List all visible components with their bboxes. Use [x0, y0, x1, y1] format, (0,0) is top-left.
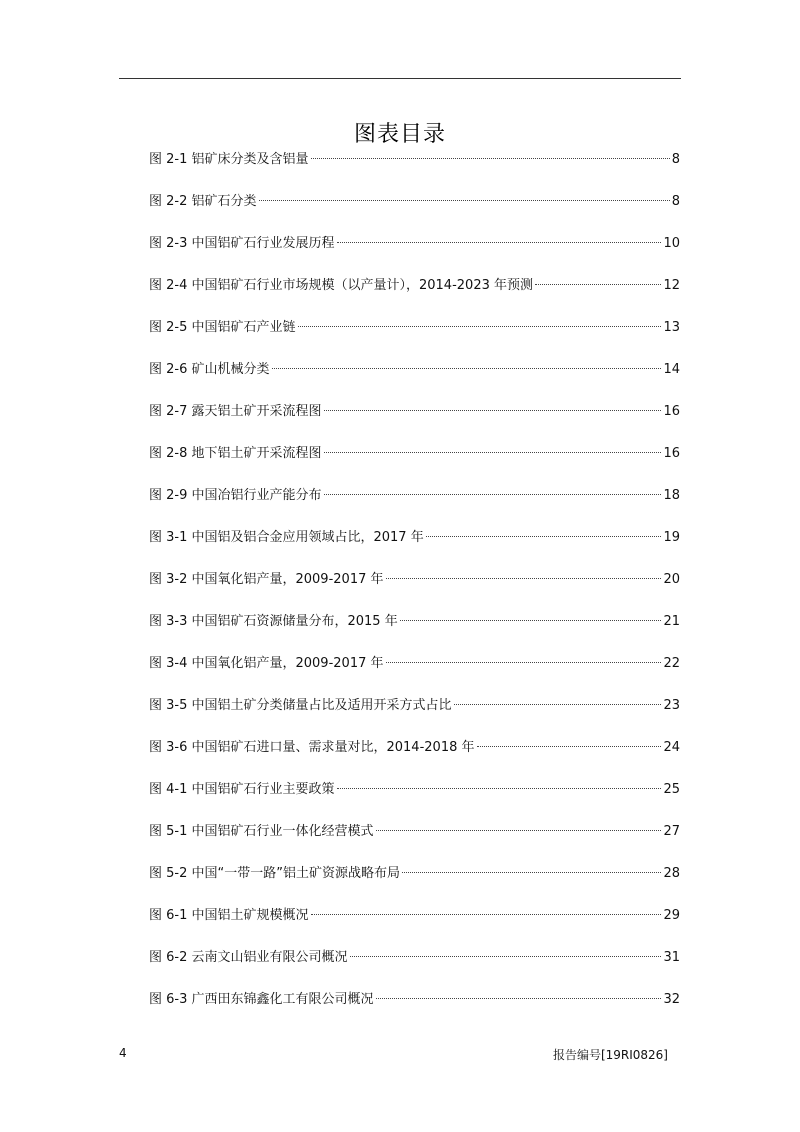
toc-entry-page-number[interactable]: 12 — [663, 278, 680, 293]
toc-dot-leader — [311, 158, 670, 159]
toc-entry-page-number[interactable]: 20 — [663, 572, 680, 587]
toc-entry-label[interactable]: 图 2-3 中国铝矿石行业发展历程 — [149, 236, 335, 251]
toc-entry-label[interactable]: 图 2-1 铝矿床分类及含铝量 — [149, 152, 309, 167]
toc-dot-leader — [324, 410, 662, 411]
toc-entry-page-number[interactable]: 14 — [663, 362, 680, 377]
toc-entry[interactable] — [149, 821, 680, 863]
toc-entry-page-number[interactable]: 18 — [663, 488, 680, 503]
toc-dot-leader — [272, 368, 662, 369]
toc-entry-page-number[interactable]: 29 — [663, 908, 680, 923]
figure-toc-list — [149, 149, 680, 1031]
toc-entry-label[interactable]: 图 3-4 中国氧化铝产量，2009-2017 年 — [149, 656, 384, 671]
toc-dot-leader — [350, 956, 662, 957]
toc-entry-label[interactable]: 图 3-1 中国铝及铝合金应用领域占比，2017 年 — [149, 530, 424, 545]
toc-entry[interactable] — [149, 779, 680, 821]
toc-dot-leader — [386, 578, 662, 579]
toc-entry-page-number[interactable]: 32 — [663, 992, 680, 1007]
toc-entry[interactable] — [149, 443, 680, 485]
toc-entry-label[interactable]: 图 6-3 广西田东锦鑫化工有限公司概况 — [149, 992, 374, 1007]
toc-entry-page-number[interactable]: 8 — [671, 194, 680, 209]
toc-dot-leader — [386, 662, 662, 663]
toc-dot-leader — [311, 914, 662, 915]
toc-entry-label[interactable]: 图 2-9 中国冶铝行业产能分布 — [149, 488, 322, 503]
toc-entry-label[interactable]: 图 2-5 中国铝矿石产业链 — [149, 320, 296, 335]
toc-entry-label[interactable]: 图 2-8 地下铝土矿开采流程图 — [149, 446, 322, 461]
toc-entry-page-number[interactable]: 16 — [663, 404, 680, 419]
toc-dot-leader — [535, 284, 661, 285]
toc-entry-page-number[interactable]: 24 — [663, 740, 680, 755]
toc-entry-label[interactable]: 图 2-4 中国铝矿石行业市场规模（以产量计），2014-2023 年预测 — [149, 278, 533, 293]
toc-entry[interactable] — [149, 317, 680, 359]
toc-entry-page-number[interactable]: 19 — [663, 530, 680, 545]
toc-entry[interactable] — [149, 569, 680, 611]
toc-dot-leader — [402, 872, 661, 873]
toc-entry[interactable] — [149, 149, 680, 191]
toc-entry-page-number[interactable]: 27 — [663, 824, 680, 839]
toc-dot-leader — [454, 704, 662, 705]
toc-entry-page-number[interactable]: 13 — [663, 320, 680, 335]
toc-entry-page-number[interactable]: 10 — [663, 236, 680, 251]
toc-entry-label[interactable]: 图 2-6 矿山机械分类 — [149, 362, 270, 377]
header-rule — [119, 78, 681, 79]
toc-dot-leader — [324, 452, 662, 453]
toc-dot-leader — [337, 788, 662, 789]
toc-entry[interactable] — [149, 653, 680, 695]
toc-dot-leader — [477, 746, 662, 747]
toc-entry-label[interactable]: 图 6-1 中国铝土矿规模概况 — [149, 908, 309, 923]
toc-entry[interactable] — [149, 905, 680, 947]
toc-entry-label[interactable]: 图 2-2 铝矿石分类 — [149, 194, 257, 209]
toc-entry[interactable] — [149, 527, 680, 569]
toc-entry-page-number[interactable]: 31 — [663, 950, 680, 965]
toc-entry[interactable] — [149, 611, 680, 653]
toc-entry-label[interactable]: 图 3-6 中国铝矿石进口量、需求量对比，2014-2018 年 — [149, 740, 475, 755]
toc-entry-label[interactable]: 图 5-1 中国铝矿石行业一体化经营模式 — [149, 824, 374, 839]
toc-entry-label[interactable]: 图 3-2 中国氧化铝产量，2009-2017 年 — [149, 572, 384, 587]
toc-entry[interactable] — [149, 863, 680, 905]
toc-entry-page-number[interactable]: 16 — [663, 446, 680, 461]
footer-report-id: 报告编号[19RI0826] — [552, 1048, 668, 1062]
toc-entry-label[interactable]: 图 6-2 云南文山铝业有限公司概况 — [149, 950, 348, 965]
page-title: 图表目录 — [353, 121, 446, 147]
toc-entry[interactable] — [149, 695, 680, 737]
toc-entry[interactable] — [149, 401, 680, 443]
toc-dot-leader — [426, 536, 662, 537]
toc-entry-label[interactable]: 图 2-7 露天铝土矿开采流程图 — [149, 404, 322, 419]
toc-entry-page-number[interactable]: 22 — [663, 656, 680, 671]
toc-entry-label[interactable]: 图 4-1 中国铝矿石行业主要政策 — [149, 782, 335, 797]
toc-entry[interactable] — [149, 275, 680, 317]
toc-dot-leader — [259, 200, 670, 201]
toc-dot-leader — [376, 830, 662, 831]
toc-entry-page-number[interactable]: 23 — [663, 698, 680, 713]
toc-entry[interactable] — [149, 947, 680, 989]
toc-entry[interactable] — [149, 233, 680, 275]
toc-entry-page-number[interactable]: 25 — [663, 782, 680, 797]
toc-dot-leader — [400, 620, 662, 621]
toc-entry-label[interactable]: 图 3-5 中国铝土矿分类储量占比及适用开采方式占比 — [149, 698, 452, 713]
toc-entry-page-number[interactable]: 8 — [671, 152, 680, 167]
toc-dot-leader — [376, 998, 662, 999]
toc-entry[interactable] — [149, 191, 680, 233]
toc-entry[interactable] — [149, 359, 680, 401]
toc-entry[interactable] — [149, 485, 680, 527]
toc-entry-label[interactable]: 图 3-3 中国铝矿石资源储量分布，2015 年 — [149, 614, 398, 629]
toc-entry-label[interactable]: 图 5-2 中国“一带一路”铝土矿资源战略布局 — [149, 866, 400, 881]
toc-dot-leader — [337, 242, 662, 243]
toc-dot-leader — [298, 326, 662, 327]
toc-entry[interactable] — [149, 737, 680, 779]
toc-entry[interactable] — [149, 989, 680, 1031]
toc-entry-page-number[interactable]: 21 — [663, 614, 680, 629]
toc-entry-page-number[interactable]: 28 — [663, 866, 680, 881]
footer-page-number: 4 — [119, 1046, 127, 1060]
toc-dot-leader — [324, 494, 662, 495]
